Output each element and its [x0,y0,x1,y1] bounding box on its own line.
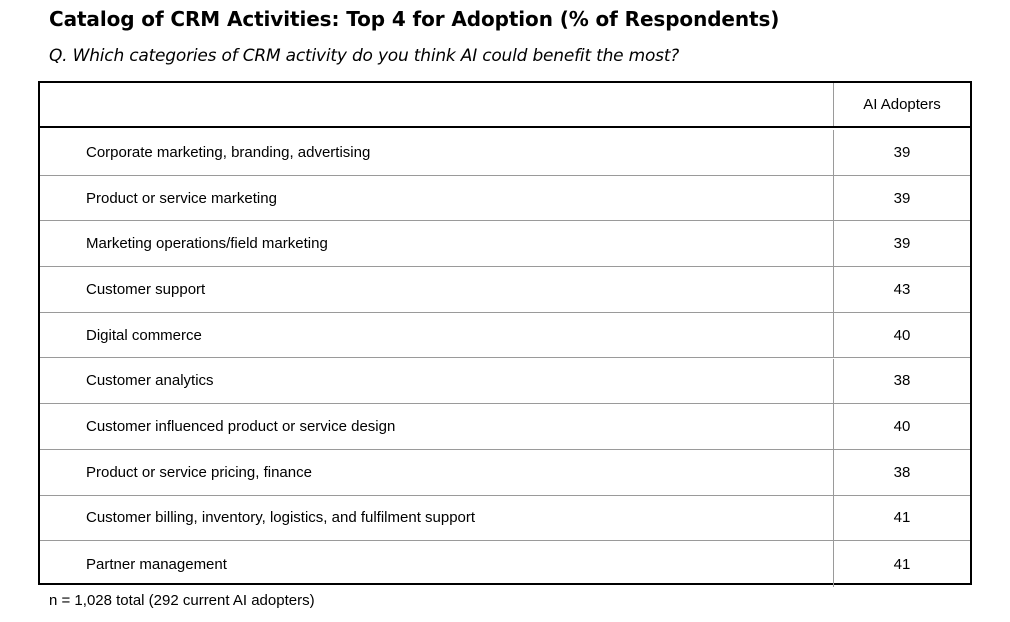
row-value-cell: 40 [833,404,970,449]
row-value-cell: 38 [833,359,970,404]
footnote: n = 1,028 total (292 current AI adopters) [49,592,315,609]
table-row [40,267,970,313]
table-row [40,541,970,587]
chart-question: Q. Which categories of CRM activity do you think AI could benefit the most? [49,46,680,66]
row-value-cell: 40 [833,313,970,358]
row-category-cell: Product or service marketing [86,189,277,207]
row-value-cell: 43 [833,267,970,312]
chart-title: Catalog of CRM Activities: Top 4 for Adoption (% of Respondents) [49,7,780,31]
row-category-cell: Customer influenced product or service design [86,418,396,436]
data-table [38,81,972,585]
table-row [40,176,970,222]
row-value-cell: 41 [833,496,970,541]
table-row [40,450,970,496]
table-row [40,313,970,359]
row-value-cell: 39 [833,130,970,175]
row-category-cell: Marketing operations/field marketing [86,235,328,253]
table-row [40,130,970,176]
row-value-cell: 41 [833,541,970,587]
row-value-cell: 38 [833,450,970,495]
row-category-cell: Corporate marketing, branding, advertising [86,143,371,161]
header-category-cell [40,83,833,126]
table-row [40,221,970,267]
row-category-cell: Customer analytics [86,372,214,390]
row-category-cell: Customer billing, inventory, logistics, and fulfilment support [86,509,476,527]
row-category-cell: Digital commerce [86,326,202,344]
row-value-cell: 39 [833,221,970,266]
row-value-cell: 39 [833,176,970,221]
row-category-cell: Customer support [86,280,206,298]
table-row [40,359,970,405]
header-ai-adopters-cell: AI Adopters [833,83,970,126]
table-row [40,404,970,450]
row-category-cell: Partner management [86,555,227,573]
table-header-row [40,83,970,128]
row-category-cell: Product or service pricing, finance [86,463,312,481]
table-row [40,496,970,542]
